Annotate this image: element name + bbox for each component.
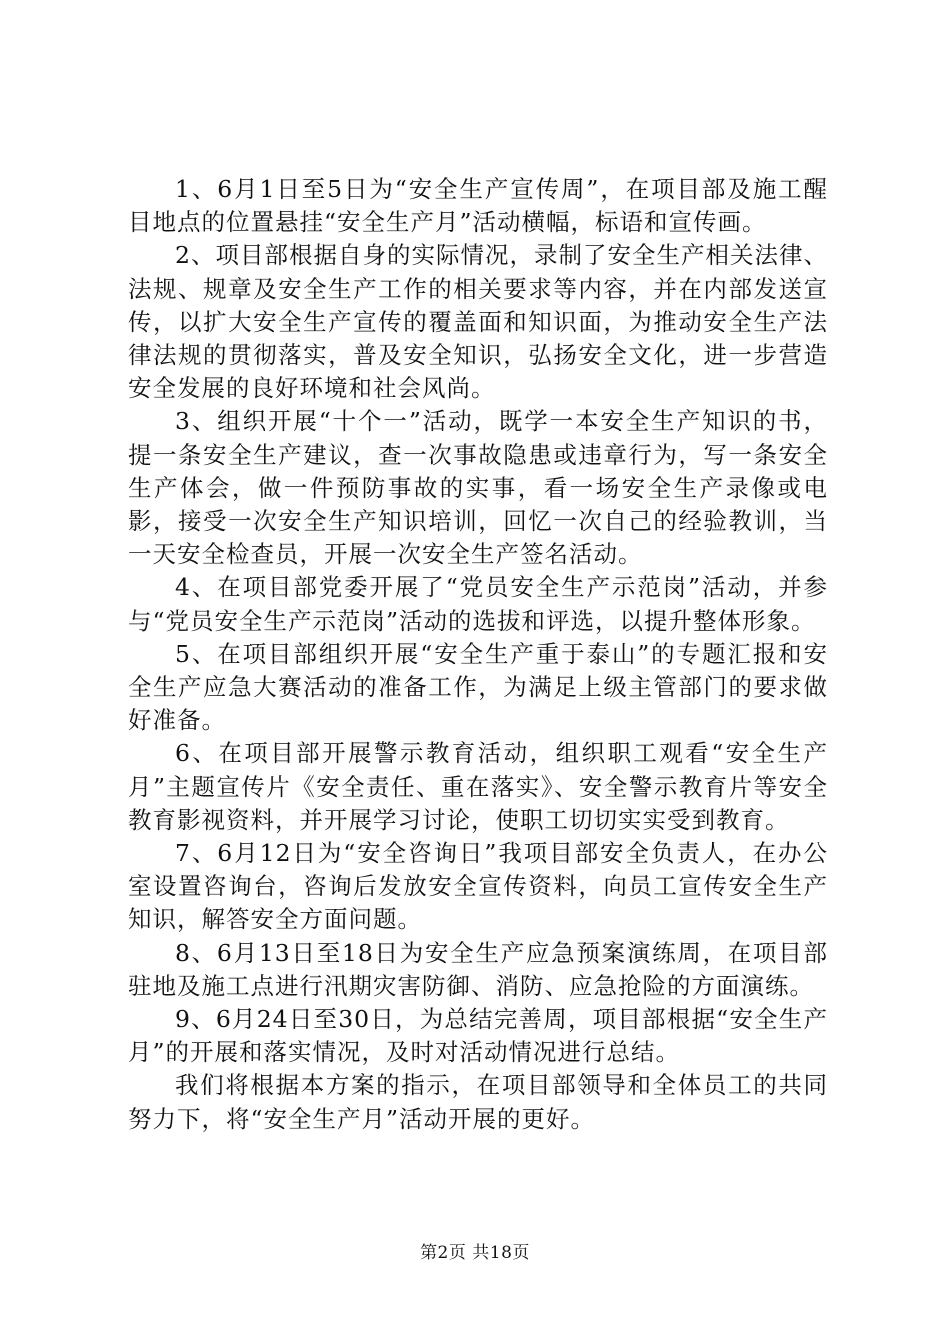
paragraph-item-1: 1、6月1日至5日为“安全生产宣传周”，在项目部及施工醒目地点的位置悬挂“安全生产月”活动横幅，标语和宣传画。 bbox=[128, 175, 828, 237]
document-body bbox=[128, 173, 828, 1136]
paragraph-item-3: 3、组织开展“十个一”活动，既学一本安全生产知识的书，提一条安全生产建议，查一次事故隐患或违章行为，写一条安全生产体会，做一件预防事故的实事，看一场安全生产录像或电影，接受一次安全生产知识培训，回忆一次自己的经验教训，当一天安全检查员，开展一次安全生产签名活动。 bbox=[128, 407, 828, 569]
paragraph-item-8: 8、6月13日至18日为安全生产应急预案演练周，在项目部驻地及施工点进行汛期灾害防御、消防、应急抢险的方面演练。 bbox=[128, 938, 828, 1000]
closing-paragraph: 我们将根据本方案的指示，在项目部领导和全体员工的共同努力下，将“安全生产月”活动开展的更好。 bbox=[128, 1071, 828, 1133]
paragraph-item-6: 6、在项目部开展警示教育活动，组织职工观看“安全生产月”主题宣传片《安全责任、重在落实》、安全警示教育片等安全教育影视资料，并开展学习讨论，使职工切切实实受到教育。 bbox=[128, 739, 828, 834]
paragraph-item-4: 4、在项目部党委开展了“党员安全生产示范岗”活动，并参与“党员安全生产示范岗”活动的选拔和评选，以提升整体形象。 bbox=[128, 573, 828, 635]
page-number-footer: 第2页 共18页 bbox=[420, 1243, 530, 1263]
paragraph-item-2: 2、项目部根据自身的实际情况，录制了安全生产相关法律、法规、规章及安全生产工作的相关要求等内容，并在内部发送宣传，以扩大安全生产宣传的覆盖面和知识面，为推动安全生产法律法规的贯彻落实，普及安全知识，弘扬安全文化，进一步营造安全发展的良好环境和社会风尚。 bbox=[128, 241, 828, 403]
paragraph-item-5: 5、在项目部组织开展“安全生产重于泰山”的专题汇报和安全生产应急大赛活动的准备工作，为满足上级主管部门的要求做好准备。 bbox=[128, 639, 828, 735]
paragraph-item-7: 7、6月12日为“安全咨询日”我项目部安全负责人，在办公室设置咨询台，咨询后发放安全宣传资料，向员工宣传安全生产知识，解答安全方面问题。 bbox=[128, 839, 828, 934]
paragraph-item-9: 9、6月24日至30日，为总结完善周，项目部根据“安全生产月”的开展和落实情况，及时对活动情况进行总结。 bbox=[128, 1005, 828, 1067]
